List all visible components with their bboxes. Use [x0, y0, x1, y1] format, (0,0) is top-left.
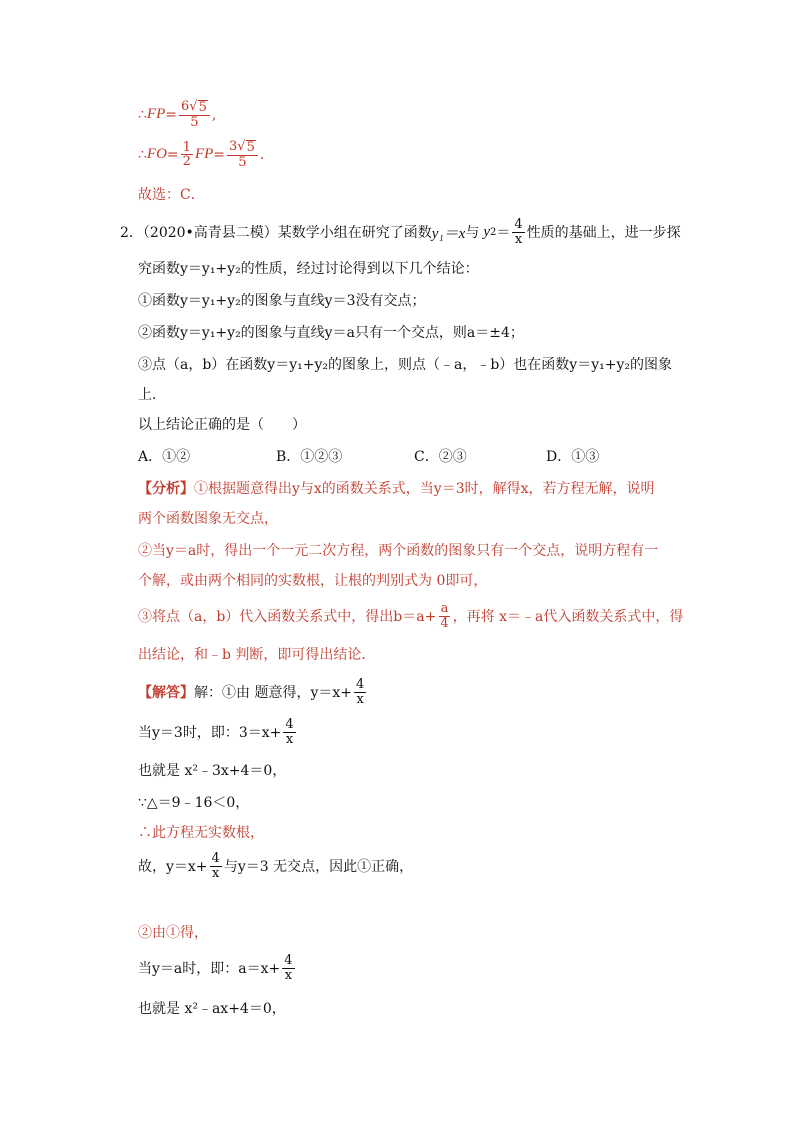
therefore-symbol: ∴: [138, 146, 147, 163]
analysis-line1: [138, 478, 655, 498]
option-b[interactable]: B．①②③: [276, 449, 343, 465]
solution-text: 当y＝3时，即：3＝x+: [138, 725, 282, 742]
func-y2-var: y: [483, 223, 490, 240]
numerator: 4: [514, 217, 523, 232]
numerator: 1: [182, 139, 191, 155]
denominator: x: [514, 231, 523, 247]
solution-line3: 也就是 x²﹣3x+4＝0，: [138, 763, 287, 779]
conclusion-2: ②函数y＝y₁+y₂的图象与直线y＝a只有一个交点，则a＝±4；: [138, 325, 524, 341]
solution-line8: [138, 954, 297, 982]
solution-tag: 【解答】: [138, 685, 194, 702]
analysis-text-b: ，再将 x＝﹣a代入函数关系式中，得: [452, 609, 684, 626]
numerator: 4: [211, 851, 220, 866]
solution-text: 解：①由 题意得，y＝x+: [194, 685, 352, 702]
denominator: 5: [238, 154, 247, 170]
solution-line5: ∴此方程无实数根，: [138, 825, 264, 841]
numerator: 4: [285, 717, 294, 732]
solution-line9: 也就是 x²﹣ax+4＝0，: [138, 1001, 286, 1017]
solution-line4: ∵△＝9﹣16＜0，: [138, 795, 250, 811]
analysis-text-a: ③将点（a，b）代入函数关系式中，得出b＝a+: [138, 609, 437, 626]
line-fo: [138, 140, 264, 169]
denominator: x: [285, 731, 294, 747]
intro-text-end: 性质的基础上，进一步探: [526, 225, 681, 242]
numerator: 4: [284, 953, 293, 968]
question-intro: 2．（2020•高青县二模）某数学小组在研究了函数 y₁＝x 与 y 2 ＝ $\frac{4}{x}$ 性质的基础上，进一步探: [120, 217, 681, 247]
solution-line6: [138, 852, 413, 880]
solution-text-b: 与y＝3 无交点，因此①正确，: [223, 859, 414, 876]
analysis-tag: 【分析】: [138, 481, 194, 497]
fraction-4-over-x: [283, 718, 295, 746]
conclusion-3: ③点（a，b）在函数y＝y₁+y₂的图象上，则点（﹣a，﹣b）也在函数y＝y₁+y₂的图象: [138, 357, 672, 373]
denominator: x: [356, 691, 364, 707]
fraction-fo: [227, 140, 258, 169]
solution-text: 当y＝a时，即：a＝x+: [138, 961, 281, 978]
comma: ,: [211, 106, 217, 123]
denominator: x: [284, 967, 293, 983]
solution-line1: [138, 678, 368, 706]
var-fp: FP: [146, 106, 166, 123]
question-ask: 以上结论正确的是（ ）: [138, 417, 306, 433]
fraction-4-over-x: [354, 678, 366, 706]
period: .: [259, 146, 265, 163]
var-fo: FO: [146, 146, 167, 163]
question-line2: 究函数y＝y₁+y₂的性质，经过讨论得到以下几个结论：: [138, 261, 479, 277]
intro-text: 2．（2020•高青县二模）某数学小组在研究了函数: [120, 225, 432, 242]
equals-sign: =: [213, 146, 225, 163]
conclusion-1: ①函数y＝y₁+y₂的图象与直线y＝3没有交点；: [138, 293, 426, 309]
analysis-line5: [138, 602, 683, 630]
option-d[interactable]: D．①③: [546, 449, 600, 465]
func-y1: y₁＝x: [431, 225, 466, 242]
denominator: 5: [190, 114, 199, 130]
option-a[interactable]: A．①②: [138, 449, 191, 465]
and-text: 与: [465, 225, 480, 242]
solution-line7: ②由①得，: [138, 925, 208, 941]
analysis-line6: 出结论，和﹣b 判断，即可得出结论．: [138, 647, 376, 663]
denominator: 2: [182, 154, 191, 170]
solution-text-a: 故，y＝x+: [138, 859, 208, 876]
numerator: a: [440, 601, 449, 616]
coef: 6: [180, 99, 190, 114]
fraction-4-over-x: [512, 218, 524, 246]
sqrt-symbol: √ 5: [237, 139, 255, 155]
option-c[interactable]: C．②③: [414, 449, 467, 465]
equals-sign: =: [165, 106, 177, 123]
analysis-text: ①根据题意得出y与x的函数关系式，当y＝3时，解得x，若方程无解，说明: [194, 481, 655, 497]
answer-choice: 故选：C．: [138, 187, 205, 203]
fraction-fp: [179, 100, 210, 129]
coef: 3: [229, 139, 238, 154]
fraction-4-over-x: [210, 852, 222, 880]
solution-line2: [138, 718, 298, 746]
fraction-4-over-x: [282, 954, 294, 982]
numerator: 4: [356, 677, 365, 692]
line-fp: [138, 100, 216, 129]
analysis-line2: 两个函数图象无交点，: [138, 511, 278, 527]
therefore-symbol: ∴: [138, 106, 147, 123]
conclusion-3-end: 上．: [138, 387, 166, 403]
denominator: 4: [440, 615, 449, 631]
var-fp: FP: [194, 146, 214, 163]
radicand: 5: [198, 100, 207, 115]
fraction-half: [181, 141, 193, 169]
equals-sign: =: [166, 146, 179, 163]
sqrt-symbol: √ 5: [189, 99, 207, 115]
analysis-line4: 个解，或由两个相同的实数根，让根的判别式为 0即可，: [138, 573, 488, 589]
denominator: x: [212, 865, 220, 881]
radicand: 5: [246, 140, 255, 155]
analysis-line3: ②当y＝a时，得出一个一元二次方程，两个函数的图象只有一个交点，说明方程有一: [138, 543, 659, 559]
fraction-a-over-4: [438, 602, 450, 630]
